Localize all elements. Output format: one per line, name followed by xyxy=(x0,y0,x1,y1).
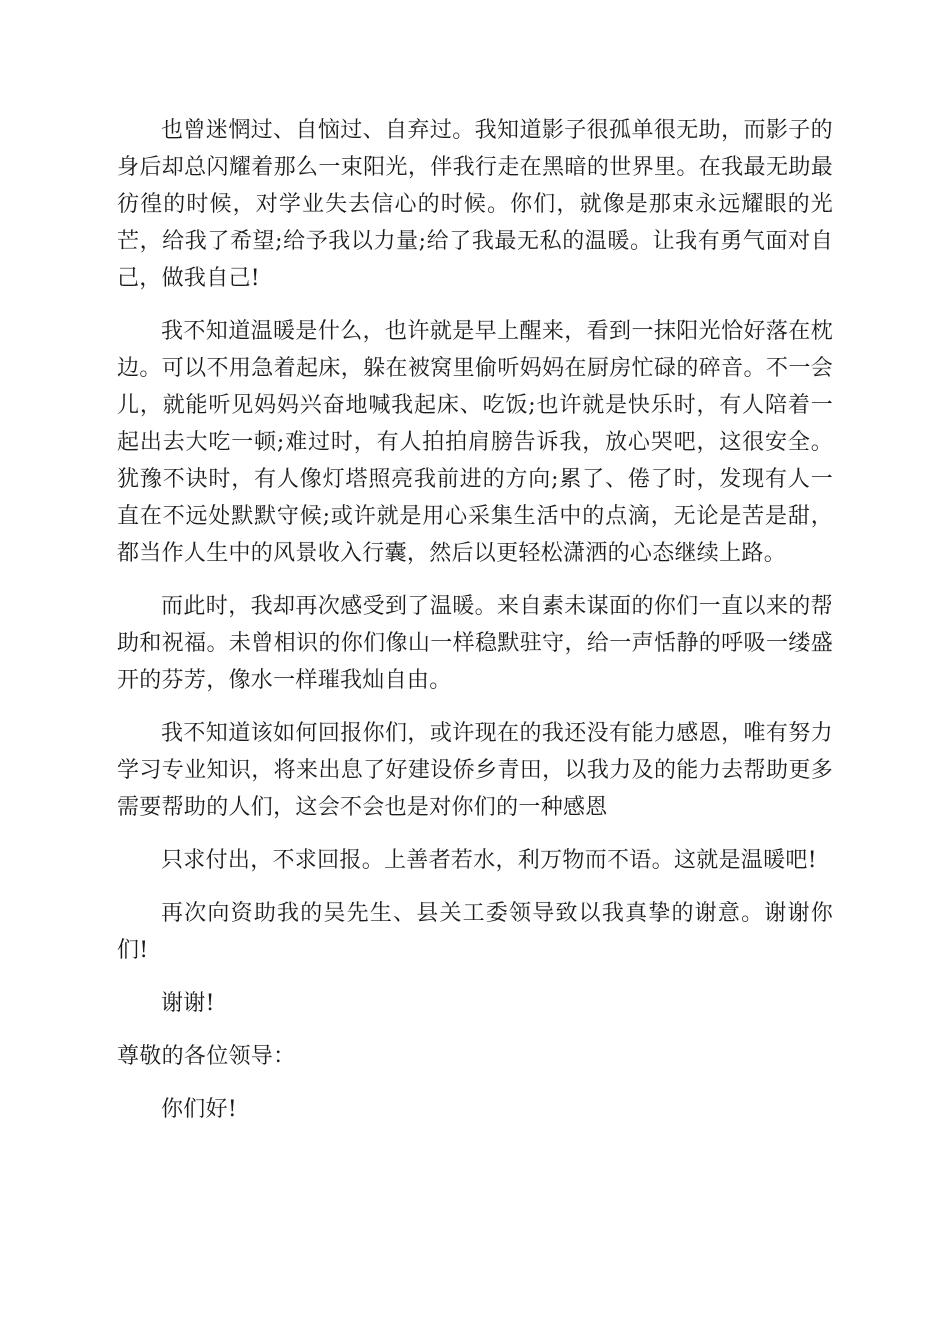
salutation: 尊敬的各位领导： xyxy=(117,1044,296,1069)
paragraph-2: 我不知道温暖是什么，也许就是早上醒来，看到一抹阳光恰好落在枕边。可以不用急着起床，躲在被窝里偷听妈妈在厨房忙碌的碎音。不一会儿，就能听见妈妈兴奋地喊我起床、吃饭;也许就是快乐时，有人陪着一起出去大吃一顿;难过时，有人拍拍肩膀告诉我，放心哭吧，这很安全。犹豫不诀时，有人像灯塔照亮我前进的方向;累了、倦了时，发现有人一直在不远处默默守候;或许就是用心采集生活中的点滴，无论是苦是甜，都当作人生中的风景收入行囊，然后以更轻松潇洒的心态继续上路。 xyxy=(117,319,833,566)
document-page xyxy=(117,112,833,1144)
paragraph-4: 我不知道该如何回报你们，或许现在的我还没有能力感恩，唯有努力学习专业知识，将来出息了好建设侨乡青田，以我力及的能力去帮助更多需要帮助的人们，这会不会也是对你们的一种感恩 xyxy=(117,721,833,820)
greeting: 你们好! xyxy=(161,1097,238,1122)
paragraph-6: 再次向资助我的吴先生、县关工委领导致以我真挚的谢意。谢谢你们! xyxy=(117,901,833,963)
closing-thanks: 谢谢! xyxy=(161,991,215,1016)
paragraph-3: 而此时，我却再次感受到了温暖。来自素未谋面的你们一直以来的帮助和祝福。未曾相识的你们像山一样稳默驻守，给一声恬静的呼吸一缕盛开的芬芳，像水一样璀我灿自由。 xyxy=(117,594,833,693)
paragraph-5: 只求付出，不求回报。上善者若水，利万物而不语。这就是温暖吧! xyxy=(161,848,817,873)
paragraph-1: 也曾迷惘过、自恼过、自弃过。我知道影子很孤单很无助，而影子的身后却总闪耀着那么一束阳光，伴我行走在黑暗的世界里。在我最无助最彷徨的时候，对学业失去信心的时候。你们，就像是那束永远耀眼的光芒，给我了希望;给予我以力量;给了我最无私的温暖。让我有勇气面对自己，做我自己! xyxy=(117,118,833,291)
